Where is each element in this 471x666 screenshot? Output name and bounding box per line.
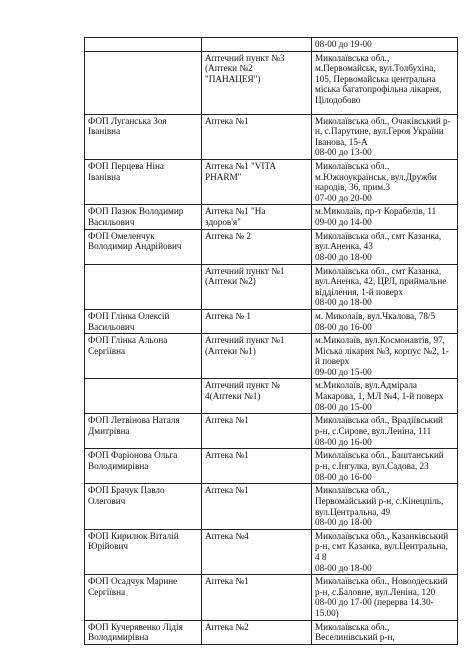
address-cell: Миколаївська обл., м.Первомайськ, вул.Толбухіна, 105, Первомайська центральна міська багатопрофільна лікарня, Цілодобово xyxy=(312,51,458,114)
owner-cell: ФОП Луганська Зоя Іванівна xyxy=(85,114,202,159)
table-row xyxy=(85,205,458,229)
address-cell: Миколаївська обл., Веселинівський р-н, xyxy=(312,620,458,644)
address-cell: Миколаївська обл., Баштанський р-н, с.Інгулка, вул.Садова, 23 08-00 до 16-00 xyxy=(312,449,458,484)
table-row xyxy=(85,114,458,159)
pharmacy-cell: Аптечний пункт № 4(Аптеки №1) xyxy=(202,379,312,414)
table-row xyxy=(85,309,458,333)
address-cell: Миколаївська обл., м.Южноукраїнськ, вул.Дружби народів, 36, прим.3 07-00 до 20-00 xyxy=(312,159,458,204)
address-cell: м.Миколаїв, вул.Адмірала Макарова, 1, МЛ №4, 1-й поверх 08-00 до 15-00 xyxy=(312,379,458,414)
pharmacy-cell xyxy=(202,38,312,52)
table-row xyxy=(85,414,458,449)
address-cell: Миколаївська обл., Казанківський р-н, смт Казанка, вул.Центральна, 4 8 08-00 до 18-00 xyxy=(312,529,458,574)
table-row xyxy=(85,334,458,379)
owner-cell: ФОП Пазюк Володимир Васильович xyxy=(85,205,202,229)
owner-cell: ФОП Брачук Павло Олегович xyxy=(85,484,202,529)
pharmacy-cell: Аптека №1 xyxy=(202,114,312,159)
owner-cell xyxy=(85,379,202,414)
pharmacy-cell: Аптека №2 xyxy=(202,620,312,644)
pharmacy-cell: Аптека №1 "VITA PHARM" xyxy=(202,159,312,204)
table-row xyxy=(85,51,458,114)
address-cell: Миколаївська обл., Первомайський р-н, с.Кінецпіль, вул.Центральна, 49 08-00 до 18-00 xyxy=(312,484,458,529)
table-row xyxy=(85,575,458,620)
pharmacy-cell: Аптечний пункт №1 (Аптеки №1) xyxy=(202,334,312,379)
address-cell: Миколаївська обл., Очаківський р- н, с.Парутине, вул.Героя України Іванова, 15-А 08-00 до 13-00 xyxy=(312,114,458,159)
address-cell: Миколаївська обл., смт Казанка, вул.Аненка, 42, ЦРЛ, приймальне відділення, 1-й поверх 08-00 до 18-00 xyxy=(312,264,458,309)
table-row xyxy=(85,38,458,52)
address-cell: Миколаївська обл., Врадіївський р-н, с.Сирове, вул.Леніна, 111 08-00 до 16-00 xyxy=(312,414,458,449)
pharmacy-cell: Аптека №1 "На здоров'я" xyxy=(202,205,312,229)
owner-cell: ФОП Глінка Олексій Васильович xyxy=(85,309,202,333)
table-row xyxy=(85,620,458,644)
pharmacy-cell: Аптека №1 xyxy=(202,484,312,529)
address-cell: Миколаївська обл., смт Казанка, вул.Аненка, 43 08-00 до 18-00 xyxy=(312,229,458,264)
pharmacy-cell: Аптека №1 xyxy=(202,414,312,449)
pharmacy-cell: Аптека № 1 xyxy=(202,309,312,333)
owner-cell xyxy=(85,264,202,309)
owner-cell: ФОП Осадчук Марине Сергіївна xyxy=(85,575,202,620)
table-row xyxy=(85,229,458,264)
owner-cell xyxy=(85,51,202,114)
table-row xyxy=(85,529,458,574)
owner-cell: ФОП Перцева Ніна Іванівна xyxy=(85,159,202,204)
owner-cell: ФОП Кучерявенко Лідія Володимирівна xyxy=(85,620,202,644)
address-cell: м.Миколаїв, пр-т Корабелів, 11 09-00 до 14-00 xyxy=(312,205,458,229)
pharmacy-cell: Аптека № 2 xyxy=(202,229,312,264)
owner-cell: ФОП Омеленчук Володимир Андрійович xyxy=(85,229,202,264)
pharmacy-cell: Аптека №1 xyxy=(202,575,312,620)
owner-cell: ФОП Летвінова Наталя Дмитрівна xyxy=(85,414,202,449)
table-row xyxy=(85,379,458,414)
table-row xyxy=(85,449,458,484)
pharmacy-cell: Аптечний пункт №1 (Аптеки №2) xyxy=(202,264,312,309)
address-cell: м. Миколаїв, вул.Чкалова, 78/5 08-00 до 16-00 xyxy=(312,309,458,333)
owner-cell: ФОП Фаріонова Ольга Володимирівна xyxy=(85,449,202,484)
owner-cell: ФОП Кирилюк Віталій Юрійович xyxy=(85,529,202,574)
pharmacy-table xyxy=(84,37,458,645)
address-cell: м.Миколаїв, вул.Космонавтів, 97, Міська лікарня №3, корпус №2, 1- й поверх 09-00 до 15-00 xyxy=(312,334,458,379)
pharmacy-table-body xyxy=(85,38,458,645)
table-row xyxy=(85,484,458,529)
owner-cell: ФОП Глінка Альона Сергіївна xyxy=(85,334,202,379)
pharmacy-cell: Аптека №1 xyxy=(202,449,312,484)
address-cell: 08-00 до 19-00 xyxy=(312,38,458,52)
pharmacy-cell: Аптечний пункт №3 (Аптеки №2 "ПАНАЦЕЯ") xyxy=(202,51,312,114)
owner-cell xyxy=(85,38,202,52)
table-row xyxy=(85,264,458,309)
address-cell: Миколаївська обл., Новоодеський р-н, с.Баловне, вул.Леніна, 120 08-00 до 17-00 (перерва 14.30- 15.00) xyxy=(312,575,458,620)
pharmacy-cell: Аптека №4 xyxy=(202,529,312,574)
table-row xyxy=(85,159,458,204)
